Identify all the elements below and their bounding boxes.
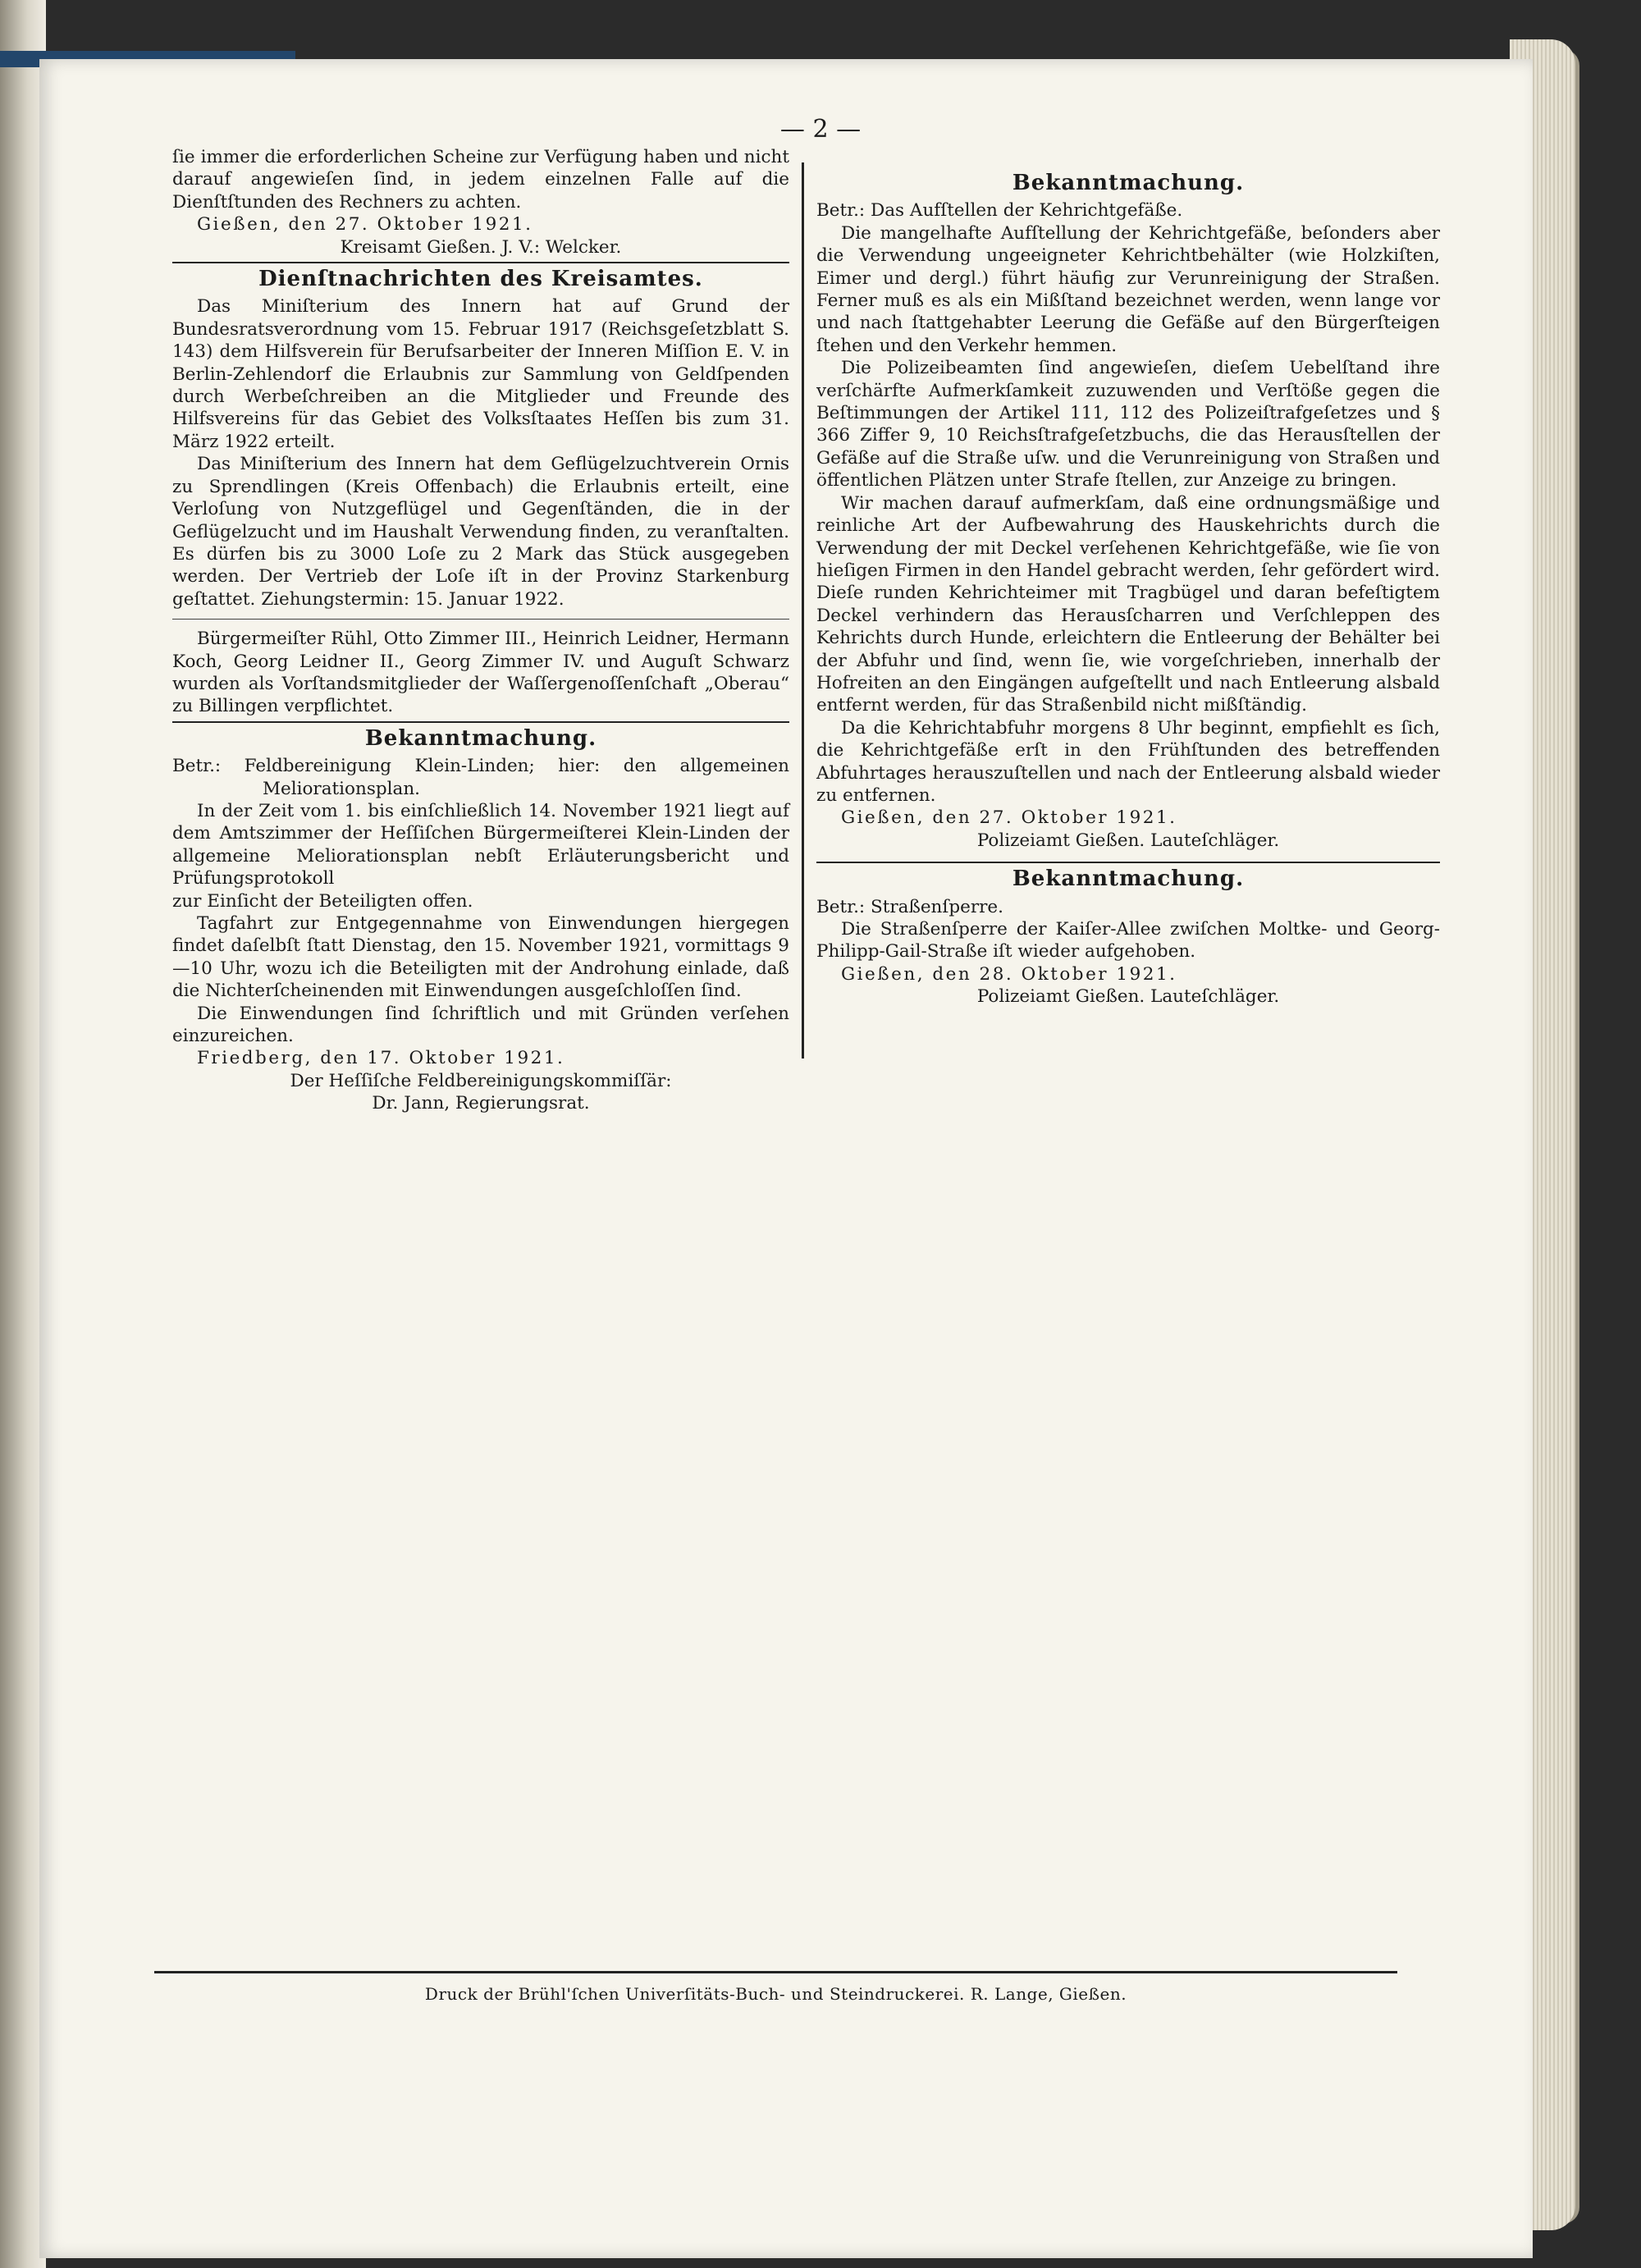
subject-line: Betr.: Straßenſperre. (816, 896, 1003, 917)
section-rule (172, 262, 789, 263)
signature: Der Heſſiſche Feldbereinigungskommiſſär: (290, 1070, 672, 1091)
dateline: Gießen, den 27. Oktober 1921. (841, 807, 1177, 829)
paragraph: Die mangelhafte Aufſtellung der Kehrichtgefäße, beſonders aber die Verwendung ungeeigneter Kehrichtbehälter (wie Holzkiſten, Eimer und dergl.) führt häufig zur Verunreinigung der Straßen. Ferner muß es als ein Mißſtand bezeichnet werden, wenn lange vor und nach ſtattgehabter Leerung die Gefäße auf den Bürgerſteigen ſtehen und den Verkehr hemmen. (816, 222, 1440, 356)
paragraph: Das Miniſterium des Innern hat dem Geflügelzuchtverein Ornis zu Sprendlingen (Kreis Offenbach) die Erlaubnis erteilt, eine Verloſung von Nutzgeflügel und Gegenſtänden, die in der Geflügelzucht und im Haushalt Verwendung finden, zu veranſtalten. Es dürfen bis zu 3000 Loſe zu 2 Mark das Stück ausgegeben werden. Der Vertrieb der Loſe iſt in der Provinz Starkenburg geſtattet. Ziehungstermin: 15. Januar 1922. (172, 454, 789, 610)
paragraph: zur Einſicht der Beteiligten offen. (172, 890, 473, 912)
section-heading: Bekanntmachung. (364, 725, 597, 751)
printer-imprint: Druck der Brühl'ſchen Univerſitäts-Buch- und Steindruckerei. R. Lange, Gießen. (424, 1984, 1127, 2004)
subject-line: Betr.: Das Aufſtellen der Kehrichtgefäße. (816, 200, 1183, 222)
dateline: Gießen, den 28. Oktober 1921. (841, 963, 1177, 985)
right-column (816, 146, 1440, 1008)
paragraph: Tagfahrt zur Entgegennahme von Einwendungen hiergegen findet daſelbſt ſtatt Dienstag, den 15. November 1921, vormittags 9—10 Uhr, wozu ich die Beteiligten mit der Androhung einlade, daß die Nichterſcheinenden mit Einwendungen ausgeſchloſſen ſind. (172, 913, 789, 1002)
paragraph: ſie immer die erforderlichen Scheine zur Verfügung haben und nicht darauf angewieſen ſind, in jedem einzelnen Falle auf die Dienſtſtunden des Rechners zu achten. (172, 147, 789, 213)
signature: Dr. Jann, Regierungsrat. (372, 1093, 590, 1114)
section-rule (172, 721, 789, 723)
separator-rule (172, 619, 789, 620)
paragraph: Da die Kehrichtabfuhr morgens 8 Uhr beginnt, empfiehlt es ſich, die Kehrichtgefäße erſt in den Frühſtunden des betreffenden Abfuhrtages herauszuſtellen und nach der Entleerung alsbald wieder zu entfernen. (816, 717, 1440, 806)
subject-line: Betr.: Feldbereinigung Klein-Linden; hier: den allgemeinen Meliorationsplan. (172, 756, 789, 799)
left-column (172, 146, 789, 1115)
paragraph: Das Miniſterium des Innern hat auf Grund der Bundesratsverordnung vom 15. Februar 1917 (Reichsgeſetzblatt S. 143) dem Hilfsverein für Berufsarbeiter der Inneren Miſſion E. V. in Berlin-Zehlendorf die Erlaubnis zur Sammlung von Geldſpenden durch Werbeſchreiben an die Mitglieder und Freunde des Hilfsvereins für das Gebiet des Volksſtaates Heſſen bis zum 31. März 1922 erteilt. (172, 296, 789, 452)
dateline: Gießen, den 27. Oktober 1921. (197, 214, 533, 235)
signature: Polizeiamt Gießen. Lauteſchläger. (976, 986, 1280, 1008)
column-divider (802, 162, 804, 1059)
paragraph: Wir machen darauf aufmerkſam, daß eine ordnungsmäßige und reinliche Art der Aufbewahrung des Hauskehrichts durch die Verwendung der mit Deckel verſehenen Kehrichtgefäße, wie ſie von hieſigen Firmen in den Handel gebracht werden, ſehr gefördert wird. Dieſe runden Kehrichteimer mit Tragbügel und daran befeſtigtem Deckel verhindern das Herausſcharren und Verſchleppen des Kehrichts durch Hunde, erleichtern die Entleerung der Behälter bei der Abfuhr und ſind, wenn ſie, wie vorgeſchrieben, innerhalb der Hofreiten an den Eingängen aufgeſtellt und nach Entleerung alsbald entfernt werden, für das Straßenbild nicht mißſtändig. (816, 492, 1440, 716)
paragraph: Die Straßenſperre der Kaiſer-Allee zwiſchen Moltke- und Georg-Philipp-Gail-Straße iſt wieder aufgehoben. (816, 919, 1440, 963)
footer-rule (154, 1971, 1397, 1973)
section-heading: Bekanntmachung. (1012, 171, 1245, 195)
section-rule (816, 862, 1440, 863)
page-number: — 2 — (779, 115, 862, 144)
section-heading: Dienſtnachrichten des Kreisamtes. (258, 267, 703, 292)
paragraph: In der Zeit vom 1. bis einſchließlich 14. November 1921 liegt auf dem Amtszimmer der Heſſiſchen Bürgermeiſterei Klein-Linden der allgemeine Meliorationsplan nebſt Erläuterungsbericht und Prüfungsprotokoll (172, 800, 789, 889)
paragraph: Die Polizeibeamten ſind angewieſen, dieſem Uebelſtand ihre verſchärfte Aufmerkſamkeit zuzuwenden und Verſtöße gegen die Beſtimmungen der Artikel 111, 112 des Polizeiſtrafgeſetzes und § 366 Ziffer 9, 10 Reichsſtrafgeſetzbuchs, die das Herausſtellen der Gefäße auf die Straße uſw. und die Verunreinigung von Straßen und öffentlichen Plätzen unter Strafe ſtellen, zur Anzeige zu bringen. (816, 358, 1440, 492)
dateline: Friedberg, den 17. Oktober 1921. (197, 1048, 565, 1069)
signature: Polizeiamt Gießen. Lauteſchläger. (976, 830, 1280, 851)
paragraph: Die Einwendungen ſind ſchriftlich und mit Gründen verſehen einzureichen. (172, 1003, 789, 1047)
section-heading: Bekanntmachung. (1012, 867, 1245, 892)
signature: Kreisamt Gießen. J. V.: Welcker. (340, 236, 622, 258)
paragraph: Bürgermeiſter Rühl, Otto Zimmer III., Heinrich Leidner, Hermann Koch, Georg Leidner II., Georg Zimmer IV. und Auguſt Schwarz wurden als Vorſtandsmitglieder der Waſſergenoſſenſchaft „Oberau“ zu Billingen verpflichtet. (172, 629, 789, 717)
